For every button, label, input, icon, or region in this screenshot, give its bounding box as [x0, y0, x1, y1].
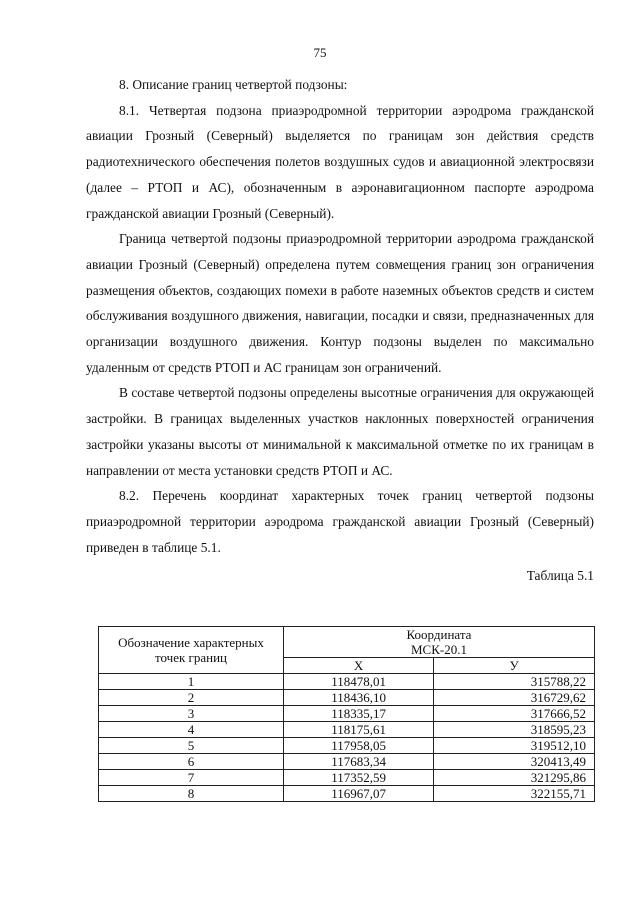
coord-x: 116967,07	[284, 786, 434, 802]
paragraph-8-1: 8.1. Четвертая подзона приаэродромной территории аэродрома гражданской авиации Грозный (Северный) выделяется по границам зон действия средств радиотехнического обеспечения полетов воздушных судов и авиационной электросвязи (далее – РТОП и АС), обозначенным в аэронавигационном паспорте аэродрома гражданской авиации Грозный (Северный).	[86, 102, 594, 221]
coord-y: 315788,22	[434, 674, 595, 690]
coord-y: 319512,10	[434, 738, 595, 754]
table-row	[99, 786, 595, 802]
point-number: 7	[99, 770, 284, 786]
coord-x: 117958,05	[284, 738, 434, 754]
header-x: X	[284, 658, 434, 674]
coord-x: 118478,01	[284, 674, 434, 690]
coord-y: 318595,23	[434, 722, 595, 738]
point-number: 2	[99, 690, 284, 706]
table-row	[99, 770, 595, 786]
coord-y: 321295,86	[434, 770, 595, 786]
header-y: У	[434, 658, 595, 674]
header-coordinate-title: Координата	[406, 627, 472, 642]
page-number: 75	[313, 45, 327, 60]
header-points: Обозначение характерных точек границ	[99, 627, 284, 674]
point-number: 8	[99, 786, 284, 802]
point-number: 5	[99, 738, 284, 754]
paragraph-boundary: Граница четвертой подзоны приаэродромной территории аэродрома гражданской авиации Грозный (Северный) определена путем совмещения границ зон ограничения размещения объектов, создающих помехи в работе наземных объектов средств и систем обслуживания воздушного движения, навигации, посадки и связи, предназначенных для организации воздушного движения. Контур подзоны выделен по максимально удаленным от средств РТОП и АС границам зон ограничений.	[86, 231, 594, 375]
paragraph-height-limits: В составе четвертой подзоны определены высотные ограничения для окружающей застройки. В границах выделенных участков наклонных поверхностей ограничения застройки указаны высоты от минимальной к максимальной отметке по их границам в направлении от места установки средств РТОП и АС.	[86, 385, 594, 478]
point-number: 1	[99, 674, 284, 690]
table-row	[99, 738, 595, 754]
table-caption: Таблица 5.1	[526, 568, 594, 584]
point-number: 4	[99, 722, 284, 738]
coordinates-table	[98, 626, 595, 802]
point-number: 6	[99, 754, 284, 770]
coord-y: 316729,62	[434, 690, 595, 706]
header-coordinate	[284, 627, 595, 658]
point-number: 3	[99, 706, 284, 722]
coord-x: 118335,17	[284, 706, 434, 722]
coord-x: 117683,34	[284, 754, 434, 770]
coord-x: 118175,61	[284, 722, 434, 738]
table-row	[99, 674, 595, 690]
paragraph-8-2: 8.2. Перечень координат характерных точек границ четвертой подзоны приаэродромной территории аэродрома гражданской авиации Грозный (Северный) приведен в таблице 5.1.	[86, 488, 594, 555]
header-coordinate-system: МСК-20.1	[411, 642, 467, 657]
coord-y: 317666,52	[434, 706, 595, 722]
table-row	[99, 690, 595, 706]
coord-y: 322155,71	[434, 786, 595, 802]
table-row	[99, 754, 595, 770]
coord-x: 118436,10	[284, 690, 434, 706]
document-body	[86, 72, 594, 589]
coord-y: 320413,49	[434, 754, 595, 770]
table-row	[99, 706, 595, 722]
coord-x: 117352,59	[284, 770, 434, 786]
section-heading: 8. Описание границ четвертой подзоны:	[119, 77, 348, 92]
table-row	[99, 722, 595, 738]
